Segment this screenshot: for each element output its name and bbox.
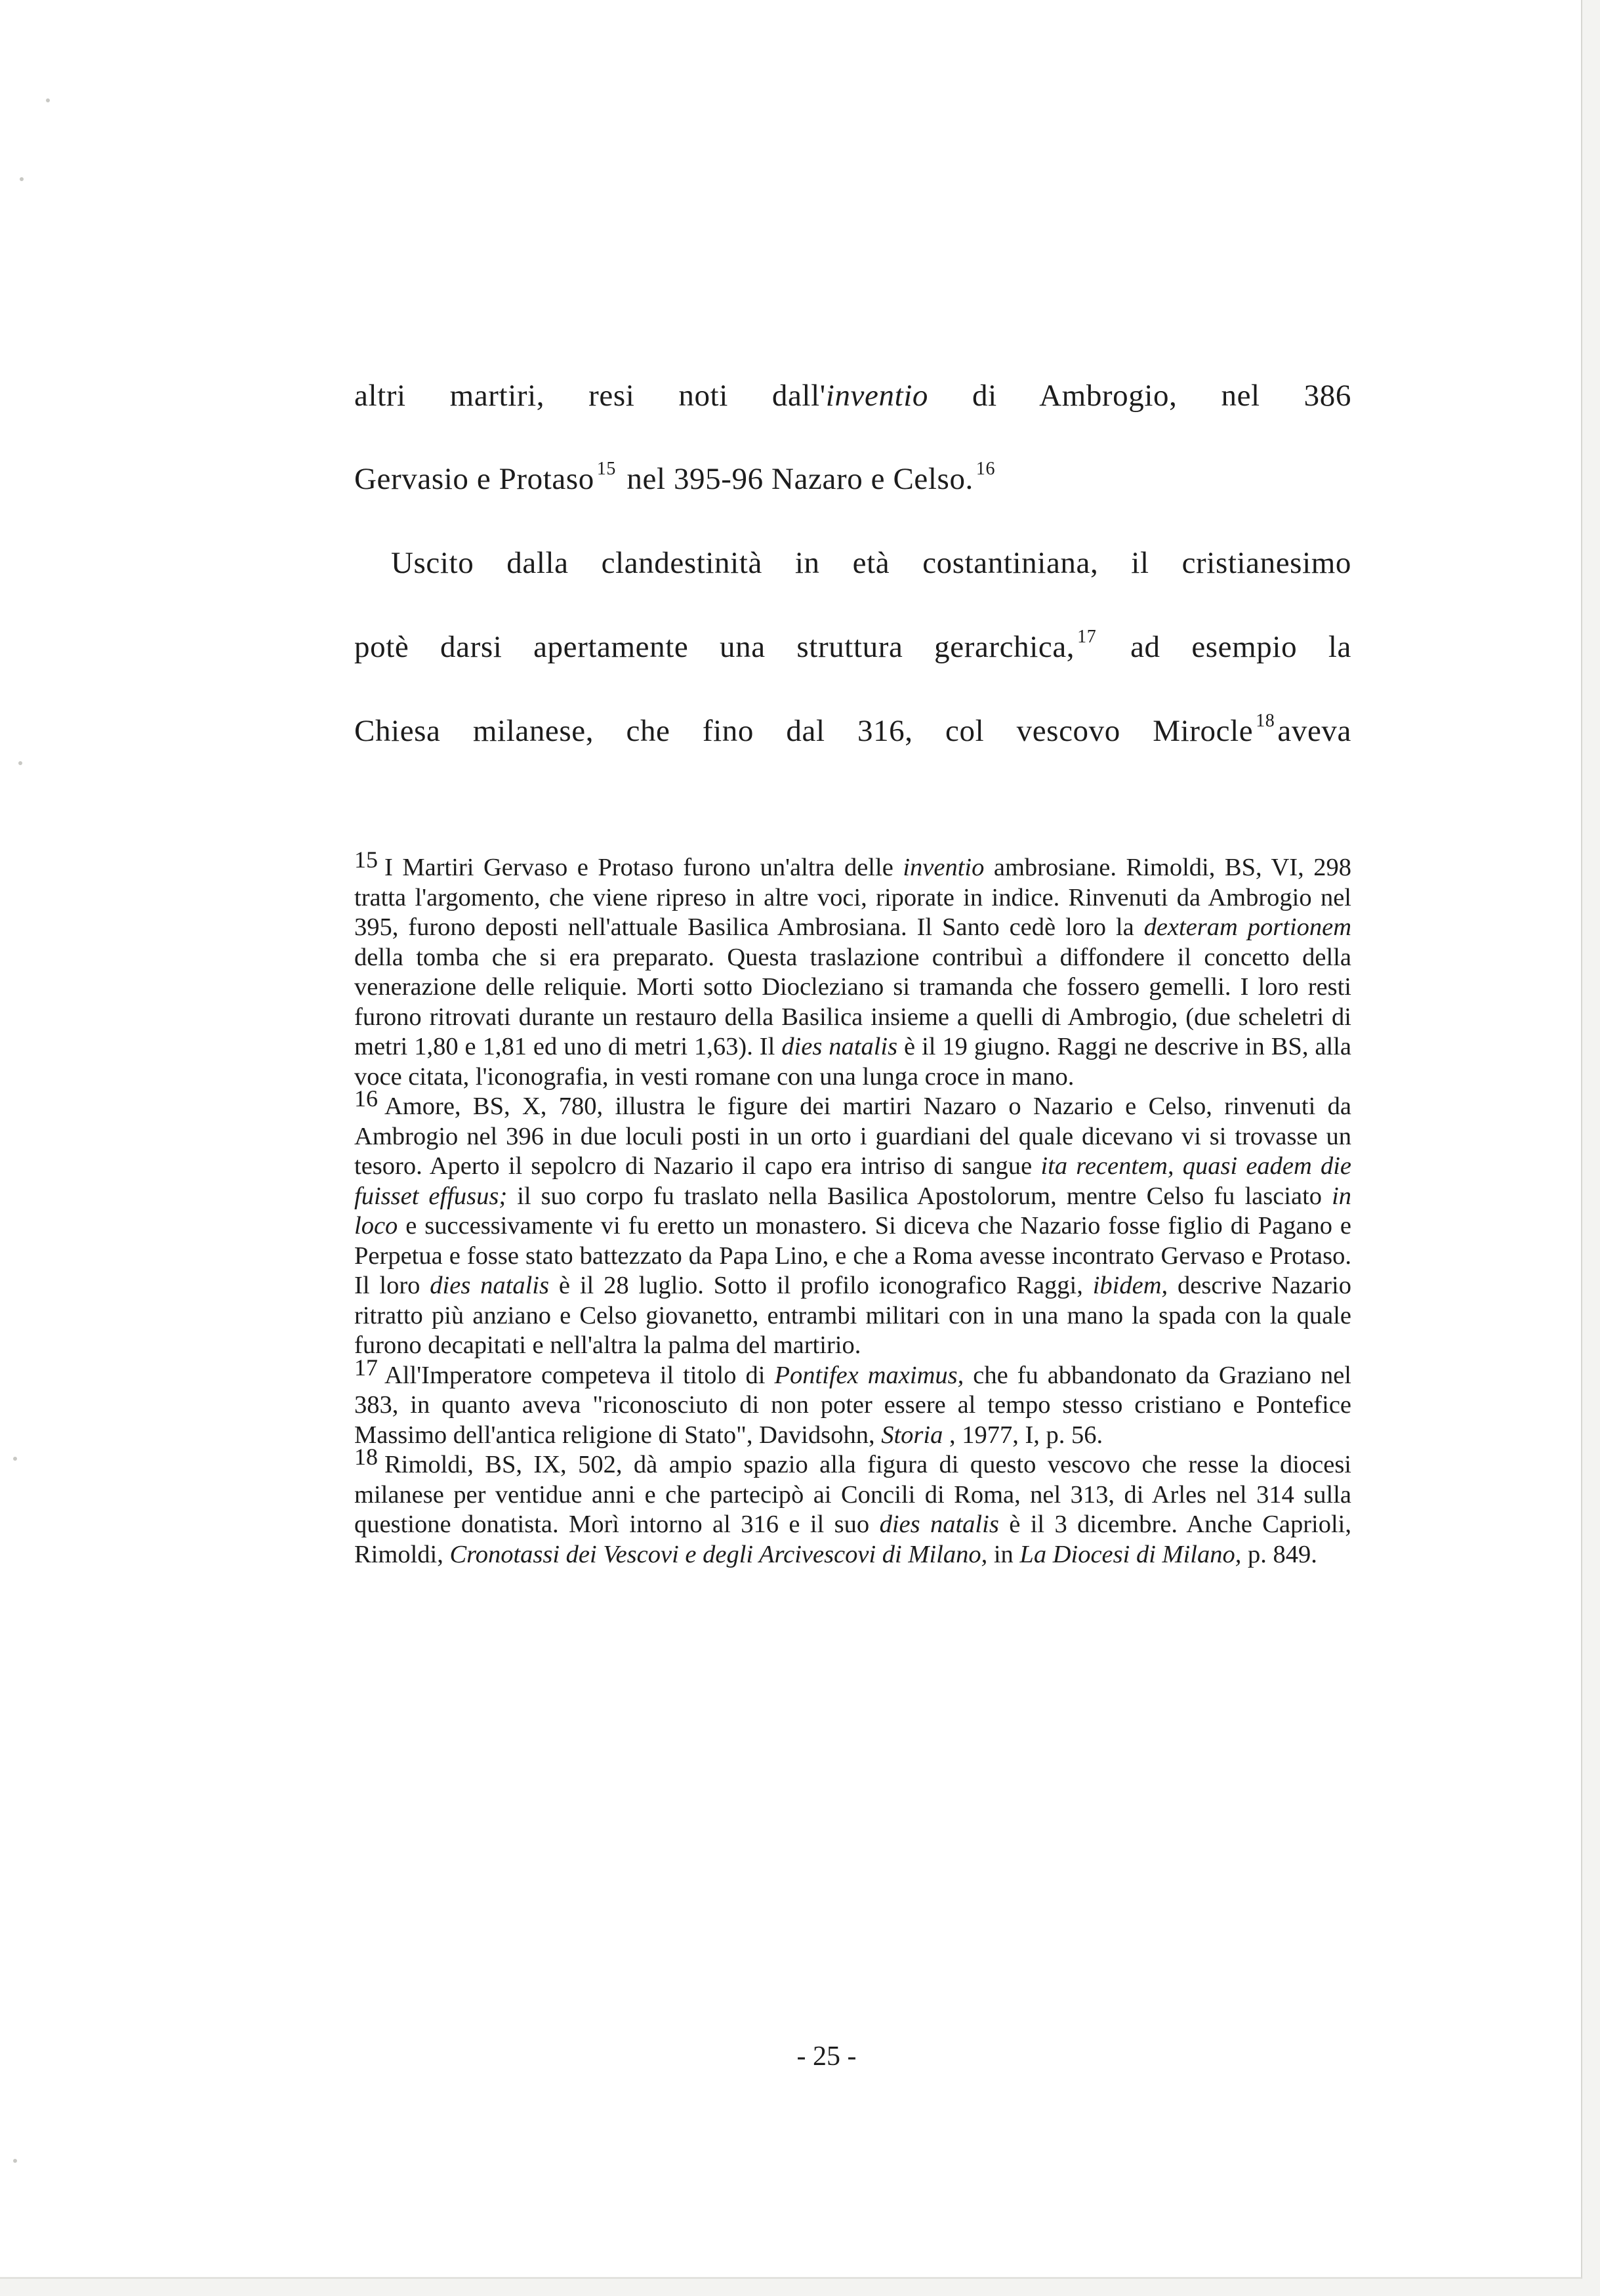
scan-speck <box>18 761 22 765</box>
body-text: Chiesa milanese, che fino dal 316, col vescovo Mirocle <box>354 714 1254 748</box>
body-text: Gervasio e Protaso <box>354 462 594 496</box>
footnote-italic: La Diocesi di Milano, <box>1019 1540 1242 1568</box>
footnote-italic: Cronotassi dei Vescovi e degli Arcivescovi di Milano, <box>449 1540 988 1568</box>
body-text: Uscito dalla clandestinità in età costantiniana, il cristianesimo <box>391 546 1351 580</box>
footnote-italic: Storia <box>881 1421 943 1449</box>
footnote-italic: dies natalis <box>430 1272 549 1299</box>
footnote-text: , 1977, I, p. 56. <box>943 1421 1103 1449</box>
footnote-15 <box>354 846 1352 1092</box>
footnote-text: il suo corpo fu traslato nella Basilica Apostolorum, mentre Celso fu lasciato <box>507 1182 1332 1210</box>
body-italic: inventio <box>825 379 928 413</box>
body-text: potè darsi apertamente una struttura gerarchica, <box>354 630 1075 664</box>
footnote-number: 15 <box>354 846 378 873</box>
footnote-italic: ibidem, <box>1092 1272 1168 1299</box>
footnote-number: 18 <box>354 1444 378 1470</box>
body-text: aveva <box>1277 714 1351 748</box>
footnote-text: in <box>987 1540 1020 1568</box>
body-text: ad esempio la <box>1099 630 1351 664</box>
body-line-2 <box>354 459 1351 499</box>
footnote-italic: inventio <box>903 854 985 881</box>
footnote-17 <box>354 1354 1351 1451</box>
footnote-text: e successivamente vi fu eretto un monastero. Si diceva che Nazario fosse figlio di Pagano e Perpetua e fosse stato battezzato da Papa Lino, e che a Roma avesse incontrato Gervaso e Protaso. Il loro <box>354 1212 1351 1299</box>
footnote-ref-16[interactable]: 16 <box>975 459 996 479</box>
body-text: di Ambrogio, nel 386 <box>928 379 1351 413</box>
page-number: - 25 - <box>796 2041 857 2072</box>
footnote-ref-18[interactable]: 18 <box>1256 711 1275 731</box>
scan-speck <box>13 1457 17 1461</box>
footnote-text: Rimoldi, BS, IX, 502, dà ampio spazio alla figura di questo vescovo che resse la diocesi milanese per ventidue anni e che partecipò ai Concili di Roma, nel 313, di Arles nel 314 sulla questione donatista. Morì intorno al 316 e il suo <box>354 1451 1351 1538</box>
footnote-text: Amore, BS, X, 780, illustra le figure dei martiri Nazaro o Nazario e Celso, rinvenuti da Ambrogio nel 396 in due loculi posti in un orto i guardiani del quale dicevano vi si trovasse un tesoro. Aperto il sepolcro di Nazario il capo era intriso di sangue <box>354 1093 1351 1180</box>
footnote-text: che fu abbandonato da Graziano nel 383, in quanto aveva "riconosciuto di non poter essere al tempo stesso cristiano e Pontefice Massimo dell'antica religione di Stato", Davidsohn, <box>354 1361 1351 1449</box>
body-line-3 <box>391 543 1351 583</box>
footnote-text: descrive Nazario ritratto più anziano e Celso giovanetto, entrambi militari con in una mano la spada con la quale furono decapitati e nell'altra la palma del martirio. <box>354 1272 1351 1359</box>
footnote-italic: dies natalis <box>781 1033 898 1060</box>
footnote-text: ambrosiane. Rimoldi, BS, VI, 298 tratta l'argomento, che viene ripreso in altre voci, riporate in indice. Rinvenuti da Ambrogio nel 395, furono deposti nell'attuale Basilica Ambrosiana. Il Santo cedè loro la <box>354 854 1351 941</box>
footnote-italic: dexteram portionem <box>1143 913 1352 941</box>
footnote-italic: dies natalis <box>879 1511 999 1538</box>
footnote-text: All'Imperatore competeva il titolo di <box>384 1361 775 1389</box>
footnote-text: p. 849. <box>1241 1540 1317 1568</box>
footnote-text: della tomba che si era preparato. Questa traslazione contribuì a diffondere il concetto della venerazione delle reliquie. Morti sotto Diocleziano si tramanda che fossero gemelli. I loro resti furono ritrovati durante un restauro della Basilica insieme a quelli di Ambrogio, (due scheletri di metri 1,80 e 1,81 ed uno di metri 1,63). Il <box>354 943 1351 1060</box>
footnote-italic: Pontifex maximus, <box>774 1361 964 1389</box>
footnote-ref-17[interactable]: 17 <box>1077 627 1097 647</box>
footnote-16 <box>354 1085 1352 1361</box>
footnote-text: è il 28 luglio. Sotto il profilo iconografico Raggi, <box>549 1272 1093 1299</box>
body-text: nel 395-96 Nazaro e Celso. <box>619 462 974 496</box>
body-line-1 <box>354 376 1351 415</box>
footnote-text: I Martiri Gervaso e Protaso furono un'altra delle <box>384 854 903 881</box>
footnote-number: 17 <box>354 1354 378 1381</box>
footnote-italic: in loco <box>354 1182 1352 1240</box>
scan-speck <box>46 98 50 102</box>
footnote-text: è il 19 giugno. Raggi ne descrive in BS, alla voce citata, l'iconografia, in vesti romane con una lunga croce in mano. <box>354 1033 1351 1091</box>
footnote-italic: ita recentem, quasi eadem die fuisset effusus; <box>354 1152 1351 1210</box>
footnote-ref-15[interactable]: 15 <box>596 459 617 479</box>
scan-speck <box>13 2159 17 2163</box>
footnote-18 <box>354 1444 1351 1570</box>
body-line-4 <box>354 627 1351 667</box>
body-line-5 <box>354 711 1351 751</box>
scan-speck <box>20 177 24 181</box>
footnotes <box>354 846 1352 1570</box>
footnote-text: è il 3 dicembre. Anche Caprioli, Rimoldi, <box>354 1511 1351 1568</box>
body-text: altri martiri, resi noti dall' <box>354 379 826 413</box>
footnote-number: 16 <box>354 1085 378 1112</box>
